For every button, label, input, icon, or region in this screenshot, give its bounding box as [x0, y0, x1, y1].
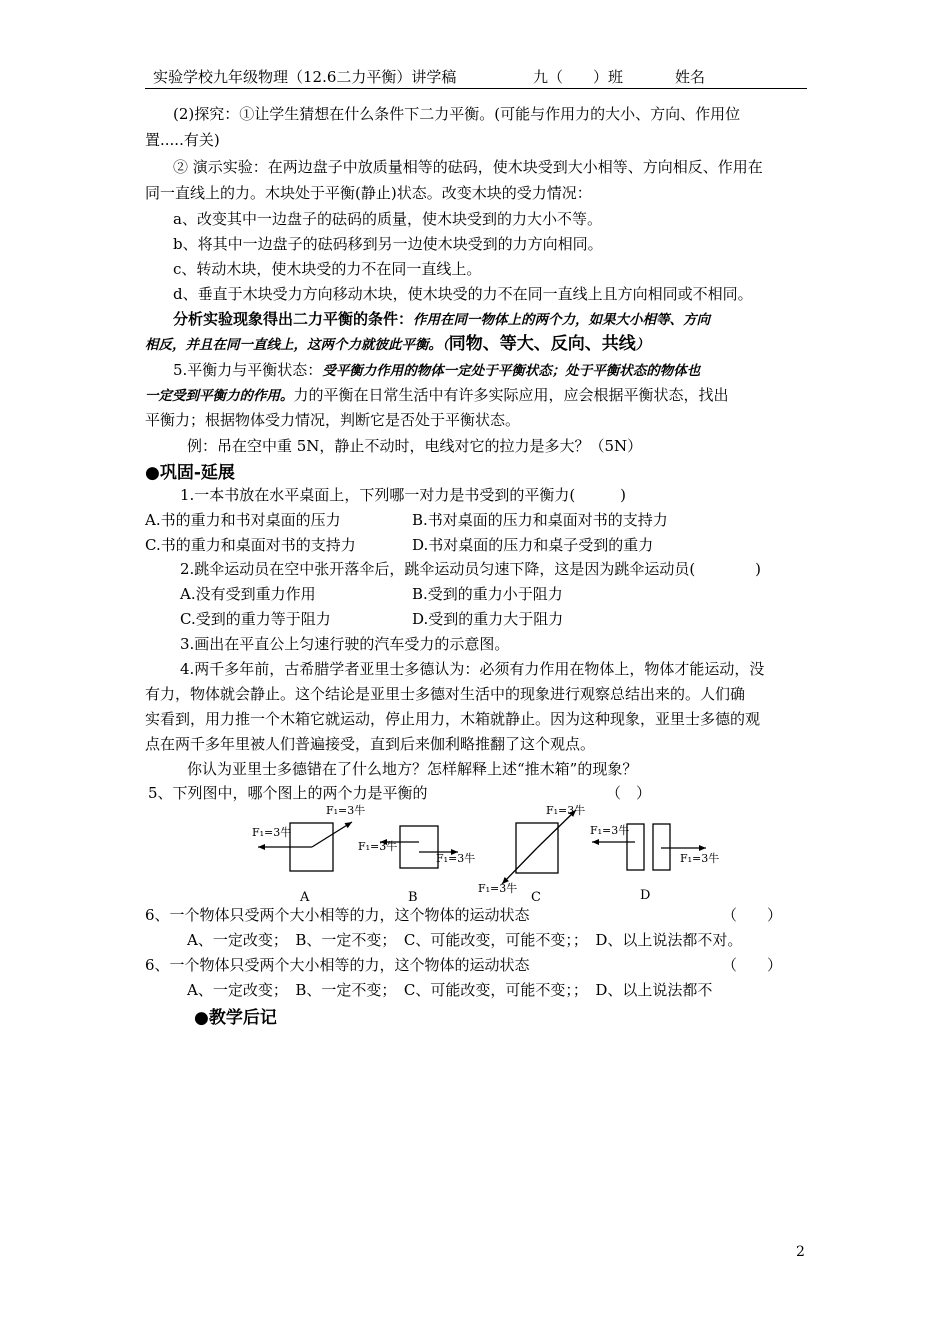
question-4-l4: 点在两千多年里被人们普遍接受，直到后来伽利略推翻了这个观点。	[145, 735, 596, 753]
diagram-d-label: D	[640, 888, 651, 903]
diagram-b	[358, 826, 475, 905]
section-heading-notes	[194, 1003, 277, 1028]
q2-option-c: C.受到的重力等于阻力	[180, 610, 331, 628]
diagram-c-force-label-2: F₁=3牛	[478, 882, 518, 895]
balance-lead: 5.平衡力与平衡状态：	[173, 361, 323, 379]
para-balance-l1	[173, 360, 700, 381]
para-explore-l1: (2)探究：①让学生猜想在什么条件下二力平衡。(可能与作用力的大小、方向、作用位	[173, 105, 741, 123]
para-balance-l3: 平衡力；根据物体受力情况，判断它是否处于平衡状态。	[145, 411, 521, 429]
question-4-l1: 4.两千多年前，古希腊学者亚里士多德认为：必须有力作用在物体上，物体才能运动，没	[180, 660, 765, 678]
diagram-d-force-label-2: F₁=3牛	[680, 852, 720, 865]
list-item-a: a、改变其中一边盘子的砝码的质量，使木块受到的力大小不等。	[173, 210, 602, 228]
question-3: 3.画出在平直公上匀速行驶的汽车受力的示意图。	[180, 635, 510, 653]
balance-emphasis-1: 受平衡力作用的物体一定处于平衡状态；处于平衡状态的物体也	[322, 363, 701, 379]
question-4-l3: 实看到，用力推一个木箱它就运动，停止用力，木箱就静止。因为这种现象，亚里士多德的观	[145, 710, 761, 728]
para-demo-l1: ② 演示实验：在两边盘子中放质量相等的砝码，使木块受到大小相等、方向相反、作用在	[173, 158, 763, 176]
para-balance-l2	[145, 385, 729, 406]
q2-option-b: B.受到的重力小于阻力	[412, 585, 563, 603]
section-title: 巩固-延展	[159, 463, 235, 483]
balance-emphasis-2: 一定受到平衡力的作用。	[145, 388, 294, 404]
q1-option-c: C.书的重力和桌面对书的支持力	[145, 536, 356, 554]
diagram-d-box-left	[627, 824, 644, 870]
question-1: 1.一本书放在水平桌面上，下列哪一对力是书受到的平衡力( )	[180, 486, 627, 504]
diagram-d	[590, 823, 719, 903]
question-6a-paren: （ ）	[722, 906, 783, 924]
force-diagrams	[240, 800, 730, 905]
diagram-a-label: A	[300, 890, 310, 905]
example-line: 例：吊在空中重 5N，静止不动时，电线对它的拉力是多大？（5N）	[187, 437, 643, 455]
page-number: 2	[796, 1244, 805, 1260]
diagram-c-force-down	[502, 848, 537, 884]
diagram-a	[252, 803, 365, 905]
conclusion-text-1: 作用在同一物体上的两个力，如果大小相等、方向	[413, 312, 711, 328]
conclusion-lead: 分析实验现象得出二力平衡的条件：	[173, 310, 414, 328]
diagram-d-force-label-1: F₁=3牛	[590, 824, 630, 837]
question-2: 2.跳伞运动员在空中张开落伞后，跳伞运动员匀速下降，这是因为跳伞运动员( )	[180, 560, 762, 578]
diagram-b-force-label-2: F₁=3牛	[436, 852, 476, 865]
conclusion-keywords: 同物、等大、反向、共线	[448, 334, 636, 354]
question-6b-options: A、一定改变； B、一定不变； C、可能改变，可能不变；； D、以上说法都不	[187, 981, 713, 999]
para-explore-l2: 置.....有关)	[145, 131, 220, 149]
diagram-d-box-right	[653, 824, 670, 870]
conclusion-l1	[173, 309, 710, 330]
list-item-c: c、转动木块，使木块受的力不在同一直线上。	[173, 260, 482, 278]
balance-rest: 力的平衡在日常生活中有许多实际应用，应会根据平衡状态，找出	[293, 386, 729, 404]
diagram-a-force-label-1: F₁=3牛	[252, 826, 292, 839]
q1-option-d: D.书对桌面的压力和桌子受到的重力	[412, 536, 654, 554]
q1-option-a: A.书的重力和书对桌面的压力	[145, 511, 341, 529]
q2-option-d: D.受到的重力大于阻力	[412, 610, 564, 628]
diagram-c	[478, 803, 585, 905]
section-title: 教学后记	[208, 1008, 277, 1028]
q1-option-b: B.书对桌面的压力和桌面对书的支持力	[412, 511, 668, 529]
diagram-a-force-label-2: F₁=3牛	[326, 804, 366, 817]
conclusion-close: ）	[635, 337, 650, 353]
bullet-icon: ●	[145, 463, 160, 483]
question-4-l2: 有力，物体就会静止。这个结论是亚里士多德对生活中的现象进行观察总结出来的。人们确	[145, 685, 746, 703]
diagram-a-force-diagonal	[312, 822, 352, 847]
conclusion-text-2: 相反，并且在同一直线上，这两个力就彼此平衡。（	[145, 337, 449, 353]
question-5-paren: （ ）	[606, 784, 652, 802]
diagram-c-label: C	[531, 890, 541, 905]
conclusion-l2	[145, 334, 649, 355]
question-6a: 6、一个物体只受两个大小相等的力，这个物体的运动状态	[145, 906, 530, 924]
diagram-b-label: B	[408, 890, 418, 905]
header-name: 姓名	[675, 68, 706, 86]
list-item-b: b、将其中一边盘子的砝码移到另一边使木块受到的力方向相同。	[173, 235, 603, 253]
diagram-b-box	[400, 826, 438, 868]
list-item-d: d、垂直于木块受力方向移动木块，使木块受的力不在同一直线上且方向相同或不相同。	[173, 285, 753, 303]
bullet-icon: ●	[194, 1008, 209, 1028]
diagram-c-force-label-1: F₁=3牛	[546, 804, 586, 817]
para-demo-l2: 同一直线上的力。木块处于平衡(静止)状态。改变木块的受力情况：	[145, 184, 592, 202]
question-5: 5、下列图中，哪个图上的两个力是平衡的	[148, 784, 428, 802]
header-title: 实验学校九年级物理（12.6二力平衡）讲学稿	[153, 68, 457, 86]
q2-option-a: A.没有受到重力作用	[180, 585, 316, 603]
question-6b: 6、一个物体只受两个大小相等的力，这个物体的运动状态	[145, 956, 530, 974]
diagram-b-force-label-1: F₁=3牛	[358, 840, 398, 853]
page-header	[145, 64, 807, 89]
question-6a-options: A、一定改变； B、一定不变； C、可能改变，可能不变；； D、以上说法都不对。	[187, 931, 743, 949]
question-6b-paren: （ ）	[722, 956, 783, 974]
question-4-l5: 你认为亚里士多德错在了什么地方？怎样解释上述“推木箱”的现象？	[187, 760, 638, 778]
section-heading-consolidate	[145, 458, 235, 483]
header-class: 九（ ）班	[533, 68, 624, 86]
